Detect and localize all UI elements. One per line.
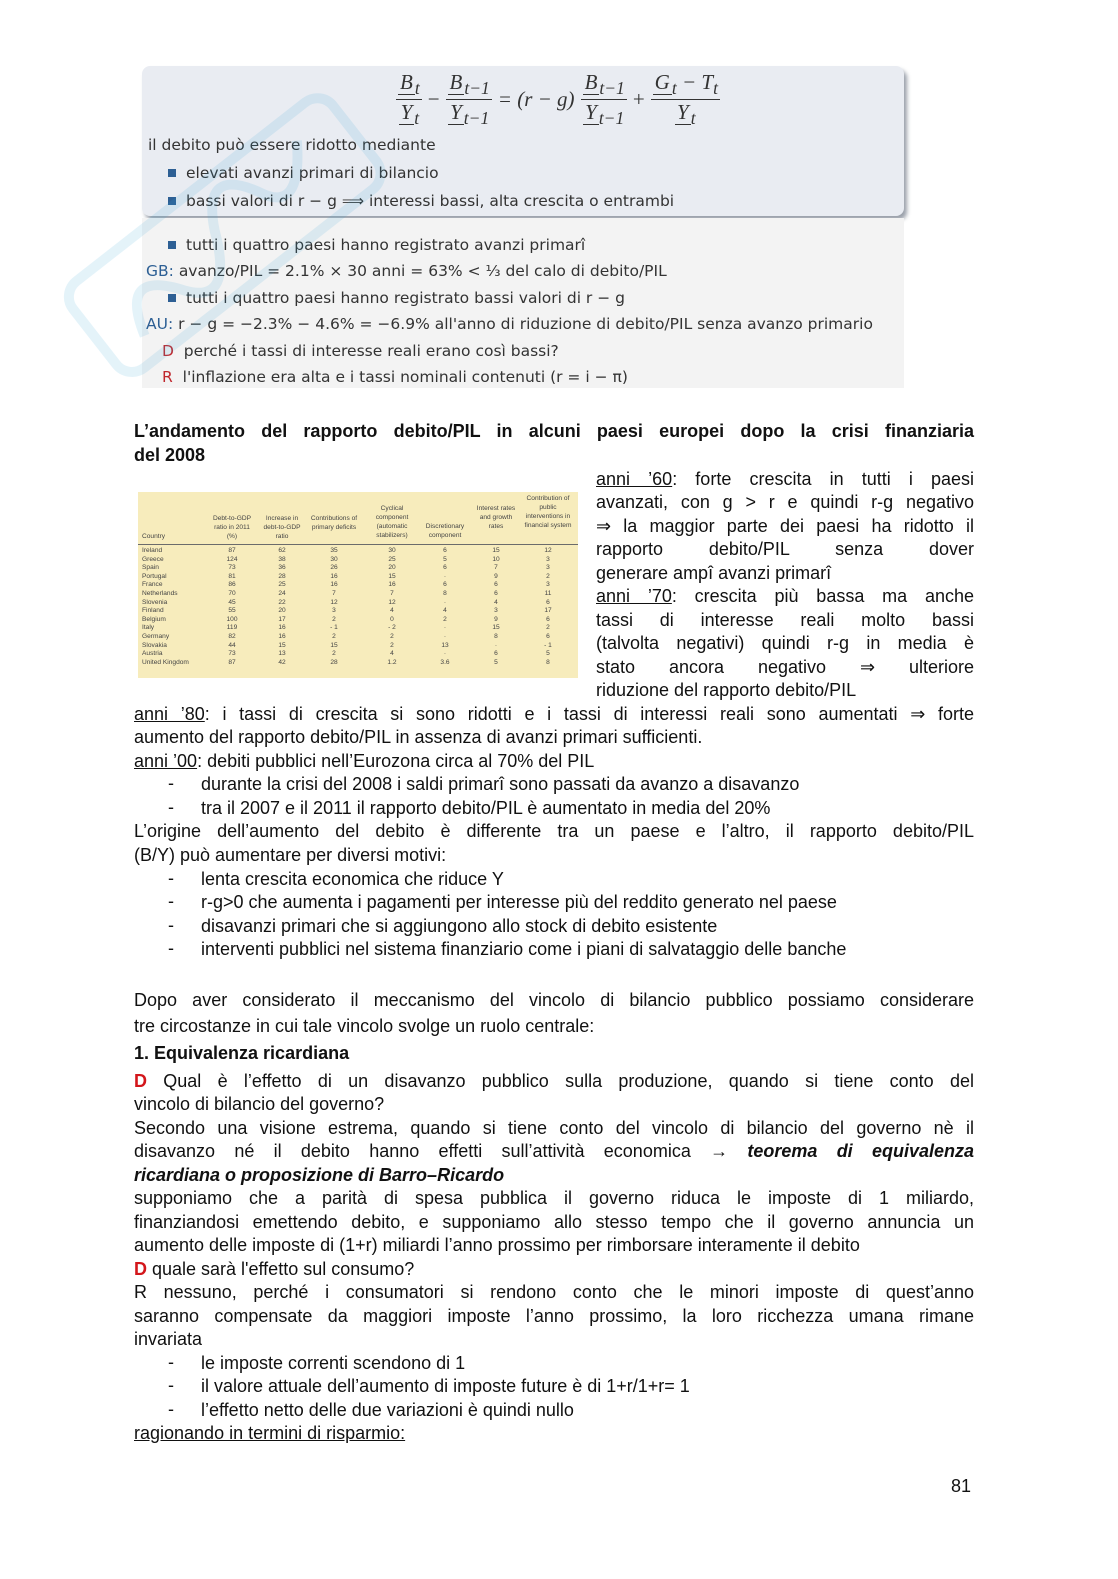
table-cell: 30: [330, 555, 338, 563]
table-cell: 16: [278, 633, 286, 640]
table-cell: 16: [278, 624, 286, 632]
table-cell: 13: [441, 641, 449, 649]
anni70-line-5: riduzione del rapporto debito/PIL: [596, 680, 857, 700]
table-cell: 55: [228, 607, 236, 615]
list3-item: le imposte correnti scendono di 1: [201, 1353, 466, 1373]
supponiamo-line-2: finanziandosi emettendo debito, e supponiamo allo stesso tempo che il governo annuncia un: [134, 1212, 974, 1232]
supponiamo-line-1: supponiamo che a parità di spesa pubblica il governo riduca le imposte di 1 miliardo,: [134, 1188, 974, 1208]
table-row: [138, 581, 578, 589]
slide-r-line: R l'inflazione era alta e i tassi nominali contenuti (r = i − π): [162, 368, 628, 386]
table-cell: 12: [388, 598, 396, 606]
table-cell: 6: [546, 598, 550, 606]
th-country: Country: [142, 533, 166, 540]
secondo-line-3: ricardiana o proposizione di Barro–Ricardo: [134, 1165, 505, 1185]
debt-table: [138, 492, 578, 678]
list-dash: -: [168, 891, 174, 911]
anni80-line-2: aumento del rapporto debito/PIL in assenza di avanzi primari sufficienti.: [134, 727, 703, 747]
list-dash: -: [168, 797, 174, 817]
table-cell: 4: [390, 607, 394, 615]
table-cell: ·: [443, 598, 447, 606]
slide-bullet-3: tutti i quattro paesi hanno registrato avanzi primarî: [168, 236, 585, 254]
anni60-line-4: rapporto debito/PIL senza dover: [596, 539, 974, 559]
table-cell: 5: [443, 555, 447, 563]
table-cell-country: Netherlands: [142, 590, 178, 597]
anni70-line-3: (talvolta negativi) quindi r-g in media è: [596, 633, 974, 653]
table-cell: 15: [492, 624, 500, 632]
list3-item: l’effetto netto delle due variazioni è quindi nullo: [201, 1400, 574, 1420]
list-dash: -: [168, 868, 174, 888]
table-cell: 16: [330, 572, 338, 580]
table-row: [138, 633, 578, 641]
origin-line-2: (B/Y) può aumentare per diversi motivi:: [134, 845, 447, 865]
table-cell: 6: [494, 581, 498, 589]
table-cell: 35: [330, 547, 338, 554]
table-cell: 119: [226, 624, 238, 632]
table-cell: 0: [390, 615, 394, 623]
table-cell: 2: [390, 641, 394, 649]
table-cell-country: Ireland: [142, 547, 163, 554]
bullet-square-icon: [168, 169, 176, 177]
table-cell: ·: [443, 624, 447, 632]
th-primary-deficits: Contributions of primary deficits: [310, 515, 358, 531]
anni60-line-1: anni ’60: forte crescita in tutti i paesi: [596, 469, 975, 489]
table-cell-country: Portugal: [142, 572, 167, 580]
anni60-line-5: generare ampî avanzi primarî: [596, 563, 832, 583]
table-cell: 16: [388, 581, 396, 589]
table-cell: 6: [494, 590, 498, 597]
slide-line-1: il debito può essere ridotto mediante: [148, 136, 436, 154]
table-cell-country: United Kingdom: [142, 658, 189, 666]
table-row: [138, 624, 578, 632]
table-cell: 5: [494, 658, 498, 666]
table-cell-country: Greece: [142, 555, 164, 563]
slide-bullet-2: bassi valori di r − g ⟹ interessi bassi, alta crescita o entrambi: [168, 192, 674, 210]
table-cell: - 2: [388, 624, 396, 632]
slide-bullet-1: elevati avanzi primari di bilancio: [168, 164, 439, 182]
table-cell: 4: [443, 607, 447, 615]
table-cell: 42: [278, 658, 286, 666]
list1-item: tra il 2007 e il 2011 il rapporto debito/PIL è aumentato in media del 20%: [201, 798, 771, 818]
table-cell: 16: [330, 581, 338, 589]
anni60-line-2: avanzati, con g > r e quindi r-g negativo: [596, 492, 974, 512]
table-row: [138, 599, 578, 607]
table-cell: 20: [278, 607, 286, 615]
table-cell: 36: [278, 564, 286, 572]
table-cell: 9: [494, 572, 498, 580]
table-row: [138, 607, 578, 615]
table-row: [138, 556, 578, 564]
table-row: [138, 547, 578, 555]
answer-line-3: invariata: [134, 1329, 203, 1349]
table-cell: 2: [390, 633, 394, 640]
slide-au-line: AU: r − g = −2.3% − 4.6% = −6.9% all'anno di riduzione di debito/PIL senza avanzo primario: [146, 315, 873, 333]
table-cell-country: Slovenia: [142, 598, 168, 606]
table-cell: 4: [390, 650, 394, 658]
section-title-line-1: L’andamento del rapporto debito/PIL in alcuni paesi europei dopo la crisi finanziaria: [134, 421, 974, 441]
table-row: [138, 590, 578, 598]
bullet-square-icon: [168, 241, 176, 249]
table-cell: 2: [546, 624, 550, 632]
table-cell: ·: [443, 633, 447, 640]
table-row: [138, 659, 578, 667]
table-cell: 22: [278, 598, 286, 606]
table-cell: 100: [226, 615, 238, 623]
th-public-interventions: Contribution of public interventions in financial system: [524, 495, 572, 529]
origin-line-1: L’origine dell’aumento del debito è differente tra un paese e l’altro, il rapporto debito/PIL: [134, 821, 974, 841]
answer-line-1: R nessuno, perché i consumatori si rendono conto che le minori imposte di quest’anno: [134, 1282, 974, 1302]
table-cell: 7: [494, 564, 498, 572]
table-cell: 26: [330, 564, 338, 572]
anni70-line-4: stato ancora negativo ⇒ ulteriore: [596, 657, 974, 677]
slide-image: [138, 60, 910, 390]
table-cell-country: Austria: [142, 650, 163, 658]
heading-equivalenza-ricardiana: 1. Equivalenza ricardiana: [134, 1043, 350, 1063]
page-number: 81: [951, 1476, 972, 1496]
list-dash: -: [168, 1375, 174, 1395]
table-cell: 17: [278, 615, 286, 623]
list3-item: il valore attuale dell’aumento di imposte future è di 1+r/1+r= 1: [201, 1376, 690, 1396]
table-row: [138, 564, 578, 572]
table-cell: 12: [544, 547, 552, 554]
table-cell: 24: [278, 590, 286, 597]
table-cell: 15: [492, 547, 500, 554]
question-2: D quale sarà l'effetto sul consumo?: [134, 1259, 415, 1279]
table-cell: ·: [494, 641, 498, 649]
table-cell: 81: [228, 572, 236, 580]
table-cell-country: Spain: [142, 564, 159, 572]
table-cell: 9: [494, 615, 498, 623]
list2-item: r-g>0 che aumenta i pagamenti per interesse più del reddito generato nel paese: [201, 892, 837, 912]
th-debt-ratio: Debt-to-GDP ratio in 2011 (%): [212, 515, 252, 540]
table-cell-country: France: [142, 581, 163, 589]
table-cell-country: Italy: [142, 624, 155, 632]
table-cell: 7: [332, 590, 336, 597]
table-cell: ·: [443, 572, 447, 580]
anni60-line-3: ⇒ la maggior parte dei paesi ha ridotto il: [596, 516, 974, 536]
bullet-square-icon: [168, 197, 176, 205]
table-cell: 6: [443, 547, 447, 554]
table-cell: 3: [494, 607, 498, 615]
table-cell: 15: [330, 641, 338, 649]
table-cell: 73: [228, 564, 236, 572]
list-dash: -: [168, 1399, 174, 1419]
list1-item: durante la crisi del 2008 i saldi primarî sono passati da avanzo a disavanzo: [201, 774, 800, 794]
bullet-square-icon: [168, 294, 176, 302]
table-cell-country: Belgium: [142, 615, 166, 623]
ragionando-line: ragionando in termini di risparmio:: [134, 1423, 406, 1443]
table-cell: 10: [492, 555, 500, 563]
list-dash: -: [168, 938, 174, 958]
table-cell: 17: [544, 607, 552, 615]
table-cell: 30: [388, 547, 396, 554]
table-cell: 70: [228, 590, 236, 597]
slide-gb-line: GB: avanzo/PIL = 2.1% × 30 anni = 63% < ⅓ del calo di debito/PIL: [146, 262, 667, 280]
table-cell: ·: [443, 650, 447, 658]
table-cell: 3: [546, 581, 550, 589]
table-cell: 25: [278, 581, 286, 589]
table-cell: 2: [332, 650, 336, 658]
table-cell: 2: [332, 633, 336, 640]
dopo-line-2: tre circostanze in cui tale vincolo svolge un ruolo centrale:: [134, 1016, 595, 1036]
table-cell: 45: [228, 598, 236, 606]
table-cell: 2: [546, 572, 550, 580]
table-cell: 38: [278, 555, 286, 563]
slide-d-line: D perché i tassi di interesse reali erano così bassi?: [162, 342, 559, 360]
table-cell: 28: [330, 658, 338, 666]
list-dash: -: [168, 1352, 174, 1372]
table-cell: 6: [494, 650, 498, 658]
table-cell: 15: [278, 641, 286, 649]
table-cell: 15: [388, 572, 396, 580]
slide-bullet-4: tutti i quattro paesi hanno registrato bassi valori di r − g: [168, 289, 625, 307]
table-cell: 1.2: [387, 658, 397, 666]
th-increase: Increase in debt-to-GDP ratio: [263, 515, 301, 540]
table-cell: 87: [228, 547, 236, 554]
question-1-line-1: D Qual è l’effetto di un disavanzo pubblico sulla produzione, quando si tiene conto del: [134, 1071, 974, 1091]
table-row: [138, 650, 578, 658]
th-interest-growth: Interest rates and growth rates: [476, 505, 516, 530]
table-cell: 86: [228, 581, 236, 589]
anni00-line-1: anni ’00: debiti pubblici nell’Eurozona circa al 70% del PIL: [134, 751, 595, 771]
table-cell: 3.6: [440, 658, 450, 666]
table-cell: 4: [494, 598, 498, 606]
table-cell-country: Germany: [142, 633, 170, 640]
table-cell-country: Finland: [142, 607, 164, 615]
table-cell: 3: [546, 564, 550, 572]
table-cell: 6: [546, 615, 550, 623]
table-cell: 7: [390, 590, 394, 597]
table-cell: 3: [546, 555, 550, 563]
table-cell: 12: [330, 598, 338, 606]
table-cell: 13: [278, 650, 286, 658]
dopo-line-1: Dopo aver considerato il meccanismo del vincolo di bilancio pubblico possiamo considerare: [134, 990, 974, 1010]
table-row: [138, 642, 578, 650]
table-cell: - 1: [544, 641, 552, 649]
table-cell: 87: [228, 658, 236, 666]
list2-item: interventi pubblici nel sistema finanziario come i piani di salvataggio delle banche: [201, 939, 847, 959]
table-row: [138, 616, 578, 624]
th-cyclical: Cyclical component (automatic stabilizers): [375, 505, 409, 539]
anni70-line-1: anni ’70: crescita più bassa ma anche: [596, 586, 974, 606]
table-cell: 25: [388, 555, 396, 563]
table-cell: 44: [228, 641, 236, 649]
table-cell-country: Slovakia: [142, 641, 167, 649]
table-cell: 2: [443, 615, 447, 623]
list2-item: disavanzi primari che si aggiungono allo stock di debito esistente: [201, 916, 718, 936]
table-cell: 2: [332, 615, 336, 623]
table-cell: 8: [494, 633, 498, 640]
table-cell: 28: [278, 572, 286, 580]
list-dash: -: [168, 773, 174, 793]
debt-dynamics-formula: $\frac{B _t}{Y _t}$ − $\frac{B _{t-1}}{Y _{t-1}}$ = (r − g) $\frac{B _{t-1}}{Y _{t-1}}$ + $\frac{G _t - T_t}{Y _t}$: [396, 70, 720, 129]
table-cell: 8: [443, 590, 447, 597]
table-row: [138, 573, 578, 581]
table-cell: - 1: [330, 624, 338, 632]
table-cell: 73: [228, 650, 236, 658]
table-cell: 8: [546, 658, 550, 666]
table-cell: 124: [226, 555, 238, 563]
secondo-line-2: disavanzo né il debito hanno effetti sull’attività economica → teorema di equivalenza: [134, 1141, 974, 1161]
table-cell: 6: [443, 581, 447, 589]
question-1-line-2: vincolo di bilancio del governo?: [134, 1094, 385, 1114]
table-cell: 62: [278, 547, 286, 554]
table-cell: 20: [388, 564, 396, 572]
table-cell: 3: [332, 607, 336, 615]
answer-line-2: saranno compensate da maggiori imposte l’anno prossimo, la loro ricchezza umana rimane: [134, 1306, 974, 1326]
secondo-line-1: Secondo una visione estrema, quando si tiene conto del vincolo di bilancio del governo nè il: [134, 1118, 974, 1138]
th-discretionary: Discretionary component: [425, 523, 465, 539]
supponiamo-line-3: aumento delle imposte di (1+r) miliardi l’anno prossimo per rimborsare interamente il debito: [134, 1235, 860, 1255]
table-cell: 6: [443, 564, 447, 572]
list2-item: lenta crescita economica che riduce Y: [201, 869, 504, 889]
table-cell: 6: [546, 633, 550, 640]
anni80-line-1: anni ’80: i tassi di crescita si sono ridotti e i tassi di interessi reali sono aumentati ⇒ forte: [134, 704, 974, 724]
table-cell: 82: [228, 633, 236, 640]
table-cell: 5: [546, 650, 550, 658]
section-title-line-2: del 2008: [134, 445, 206, 465]
table-cell: 11: [544, 590, 552, 597]
list-dash: -: [168, 915, 174, 935]
anni70-line-2: tassi di interesse reali molto bassi: [596, 610, 974, 630]
debt-table-header: [138, 492, 578, 545]
